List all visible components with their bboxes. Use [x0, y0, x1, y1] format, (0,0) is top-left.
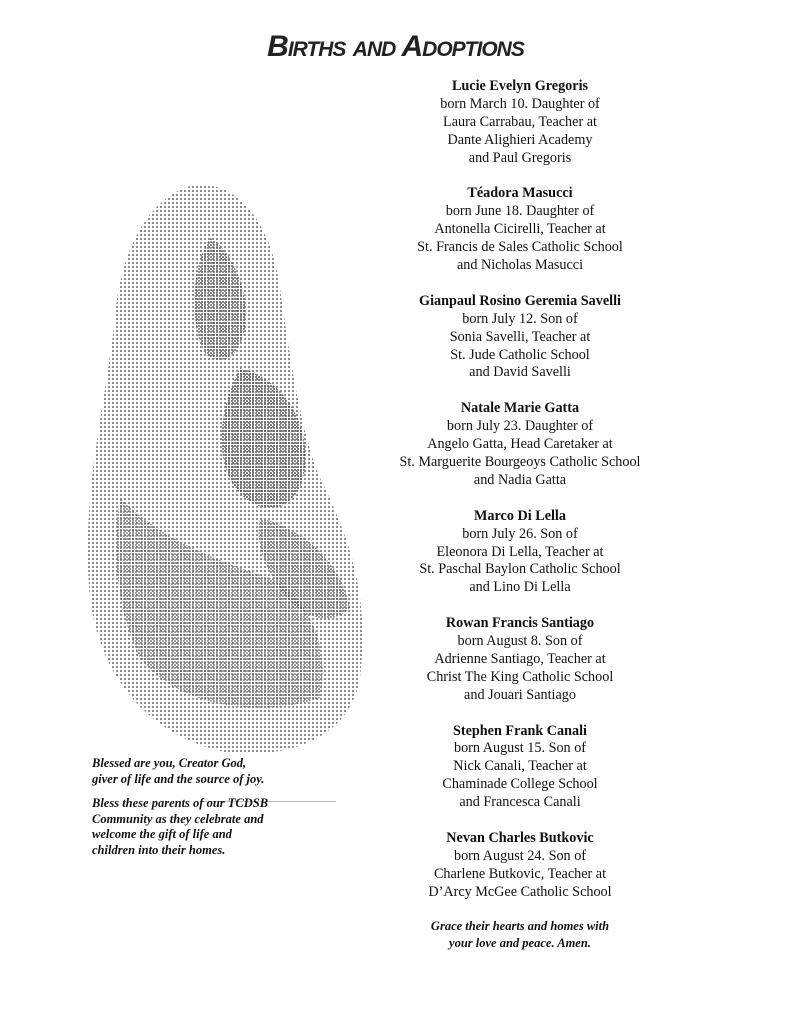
- entry-line: Chaminade College School: [442, 776, 598, 793]
- entry-line: and Nicholas Masucci: [456, 257, 584, 274]
- entry-line: Sonia Savelli, Teacher at: [449, 328, 591, 345]
- child-name: Marco Di Lella: [474, 507, 566, 524]
- entry-line: born August 15. Son of: [453, 740, 587, 757]
- entry-line: Laura Carrabau, Teacher at: [443, 113, 597, 130]
- entry-line: born August 8. Son of: [457, 633, 583, 650]
- child-name: Rowan Francis Santiago: [445, 615, 595, 632]
- list-item: [370, 615, 670, 705]
- births-list: [370, 78, 670, 919]
- entry-line: Christ The King Catholic School: [426, 668, 614, 685]
- list-item: [370, 185, 670, 275]
- entry-line: St. Francis de Sales Catholic School: [417, 239, 623, 256]
- entry-line: born July 12. Son of: [462, 310, 578, 327]
- child-name: Nevan Charles Butkovic: [446, 829, 594, 846]
- entry-line: St. Jude Catholic School: [450, 346, 590, 363]
- list-item: [370, 830, 670, 902]
- blessing-line: children into their homes.: [92, 842, 226, 857]
- blessing-paragraph: [92, 756, 337, 787]
- entry-line: and Jouari Santiago: [464, 686, 576, 703]
- entry-line: born July 26. Son of: [462, 525, 578, 542]
- list-item: [370, 293, 670, 383]
- child-name: Gianpaul Rosino Geremia Savelli: [419, 292, 621, 309]
- blessing-paragraph: [92, 796, 337, 858]
- closing-line: Grace their hearts and homes with: [430, 919, 610, 933]
- entry-line: D’Arcy McGee Catholic School: [428, 883, 612, 900]
- child-name: Téadora Masucci: [467, 185, 573, 202]
- entry-line: Charlene Butkovic, Teacher at: [433, 865, 607, 882]
- closing-prayer: [370, 918, 670, 952]
- entry-line: born March 10. Daughter of: [440, 95, 600, 112]
- closing-line: your love and peace. Amen.: [449, 936, 591, 950]
- list-item: [370, 78, 670, 168]
- list-item: [370, 723, 670, 813]
- entry-line: born August 24. Son of: [453, 847, 587, 864]
- blessing-line: Community as they celebrate and: [92, 811, 264, 826]
- entry-line: and David Savelli: [469, 364, 571, 381]
- child-name: Stephen Frank Canali: [452, 722, 588, 739]
- child-name: Lucie Evelyn Gregoris: [451, 78, 589, 94]
- entry-line: born July 23. Daughter of: [446, 418, 594, 435]
- entry-line: Angelo Gatta, Head Caretaker at: [427, 436, 613, 453]
- blessing-text: [92, 756, 337, 867]
- child-name: Natale Marie Gatta: [460, 400, 580, 417]
- entry-line: and Nadia Gatta: [473, 471, 567, 488]
- entry-line: born June 18. Daughter of: [445, 203, 595, 220]
- entry-line: and Lino Di Lella: [469, 579, 571, 596]
- entry-line: Adrienne Santiago, Teacher at: [434, 650, 606, 667]
- blessing-line: welcome the gift of life and: [92, 827, 232, 841]
- entry-line: Antonella Cicirelli, Teacher at: [434, 221, 606, 238]
- page-title: Births and Adoptions: [267, 30, 524, 63]
- blessing-line: Bless these parents of our TCDSB: [92, 796, 269, 810]
- entry-line: St. Marguerite Bourgeoys Catholic School: [399, 453, 641, 470]
- entry-line: Nick Canali, Teacher at: [453, 758, 587, 775]
- entry-line: Eleonora Di Lella, Teacher at: [436, 543, 604, 560]
- entry-line: and Francesca Canali: [459, 794, 581, 811]
- blessing-line: Blessed are you, Creator God,: [92, 756, 247, 770]
- list-item: [370, 400, 670, 490]
- entry-line: and Paul Gregoris: [468, 149, 572, 166]
- list-item: [370, 508, 670, 598]
- madonna-and-child-illustration-icon: [60, 178, 380, 758]
- entry-line: St. Paschal Baylon Catholic School: [419, 561, 621, 578]
- entry-line: Dante Alighieri Academy: [447, 131, 593, 148]
- blessing-line: giver of life and the source of joy.: [92, 771, 265, 786]
